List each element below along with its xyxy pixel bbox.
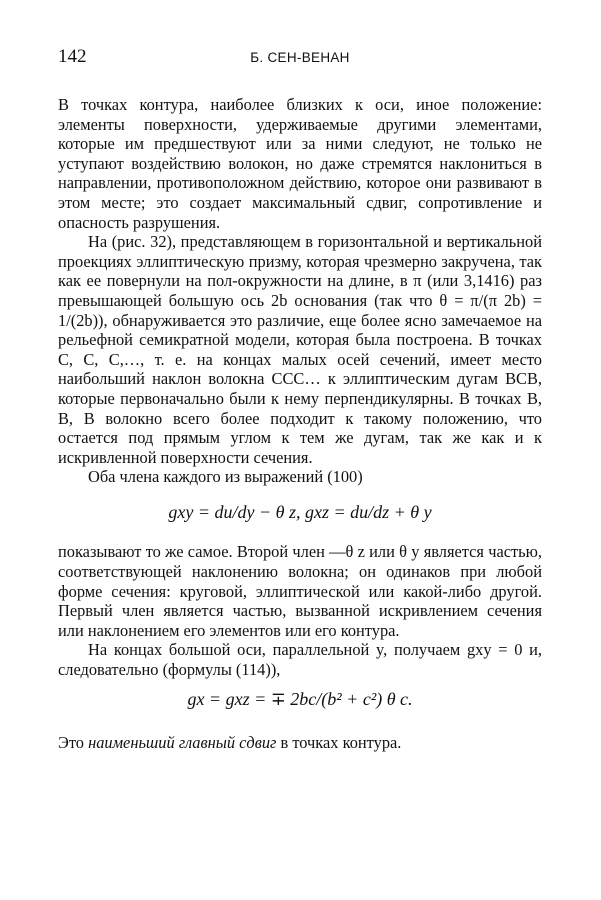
- closing-emphasis: наименьший главный сдвиг: [88, 733, 277, 753]
- paragraph-contour-points: В точках контура, наиболее близких к оси, иное положение: элементы поверхности, удерживаемые другими элементами, которые им предшествуют или за ними следуют, не только не уступают воздействию волокон, но даже стремятся наклониться в направлении, противоположном действию, которое они развивают в этом месте; это создает максимальный сдвиг, сопротивление и опасность разрушения.: [58, 95, 542, 232]
- page-number: 142: [58, 46, 87, 67]
- paragraph-major-axis: На концах большой оси, параллельной y, получаем gxy = 0 и, следовательно (формулы (114)),: [58, 640, 542, 680]
- paragraph-second-term: показывают то же самое. Второй член —θ z или θ y является частью, соответствующей наклонению волокна; он одинаков при любой форме сечения: круговой, эллиптической или какой-либо другой. Первый член является частью, вызванной искривлением сечения или наклонением его элементов или его контура.: [58, 542, 542, 640]
- paragraph-both-terms: Оба члена каждого из выражений (100): [88, 467, 363, 487]
- closing-line: [58, 733, 542, 753]
- closing-text-before: Это: [58, 733, 89, 753]
- page-header: [58, 46, 542, 72]
- paragraph-elliptic-prism: На (рис. 32), представляющем в горизонтальной и вертикальной проекциях эллиптическую призму, которая чрезмерно закручена, так как ее повернули на пол-окружности на длине, в π (или 3,1416) раз превышающей большую ось 2b основания (так что θ = π/(π 2b) = 1/(2b)), обнаруживается это различие, еще более ясно замечаемое на рельефной семикратной модели, которая была построена. В точках C, C, C,…, т. е. на концах малых осей сечений, имеет место наибольший наклон волокна CCC… к эллиптическим дугам BCB, которые первоначально были к нему перпендикулярны. В точках B, B, B волокно всего более подходит к такому положению, что остается под прямым углом к тем же дугам, так же как и к искривленной поверхности сечения.: [58, 232, 542, 467]
- formula-114: gx = gxz = ∓ 2bc/(b² + c²) θ c.: [187, 688, 413, 709]
- closing-text-after: в точках контура.: [276, 733, 402, 753]
- formula-100: gxy = du/dy − θ z, gxz = du/dz + θ y: [168, 501, 432, 522]
- page-body: [58, 95, 542, 753]
- running-head: Б. СЕН-ВЕНАН: [250, 50, 350, 65]
